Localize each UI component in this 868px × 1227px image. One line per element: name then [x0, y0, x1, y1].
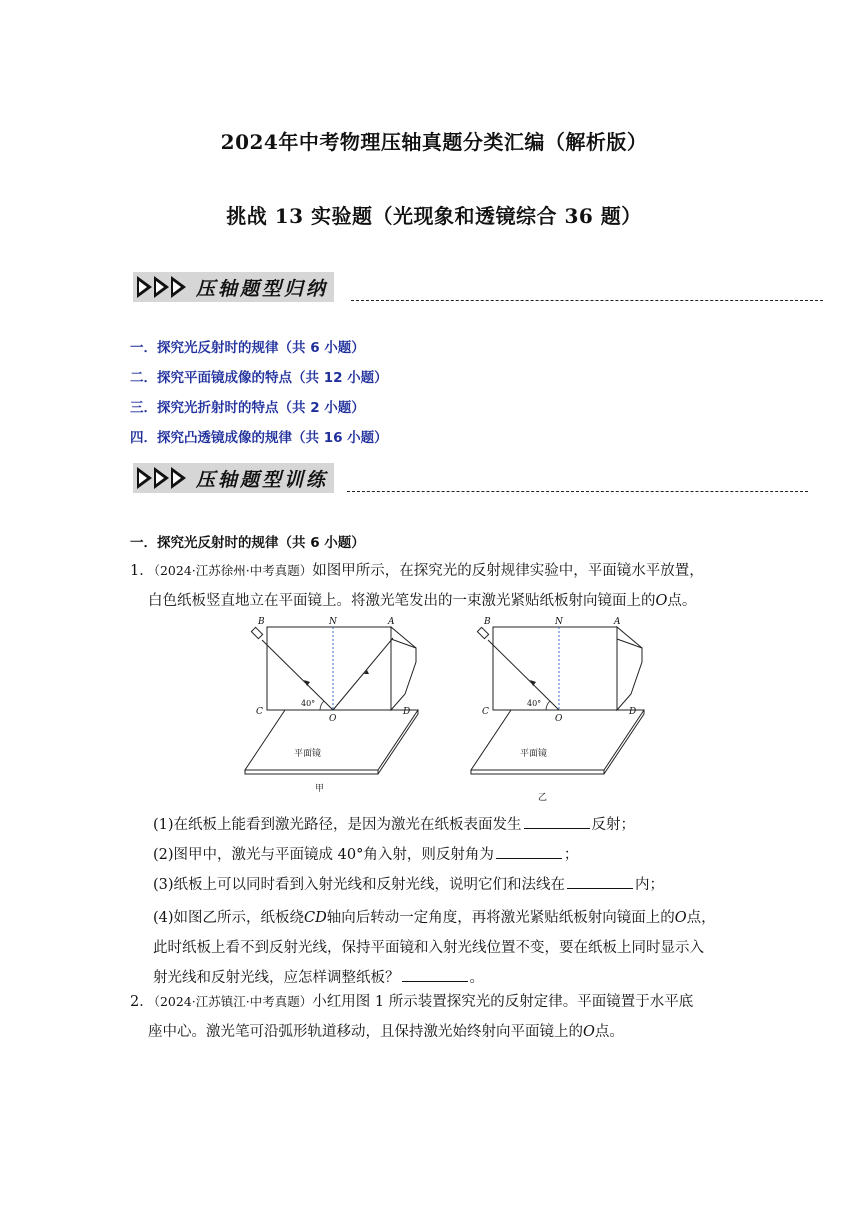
label-n: N: [329, 617, 337, 627]
triple-arrow-icon: [137, 467, 188, 489]
figure-yi: [466, 614, 661, 804]
label-o: O: [329, 714, 337, 724]
paper-board-right: [391, 627, 416, 710]
toc-item-3[interactable]: 三．探究光折射时的特点（共 2 小题）: [130, 400, 365, 416]
incident-ray: [262, 640, 333, 710]
banner-divider: [347, 491, 808, 492]
answer-blank[interactable]: [496, 844, 562, 859]
label-mirror: 平面镜: [294, 749, 322, 759]
answer-blank[interactable]: [524, 814, 590, 829]
label-angle: 40°: [527, 699, 542, 708]
paper-board-right: [617, 627, 642, 710]
question-2-line-1: [130, 987, 830, 1017]
banner-divider: [351, 300, 823, 301]
document-subtitle: 挑战 13 实验题（光现象和透镜综合 36 题）: [226, 204, 642, 228]
question-text: 座中心。激光笔可沿弧形轨道移动，且保持激光始终射向平面镜上的: [148, 1024, 583, 1040]
figure-caption: 甲: [315, 784, 325, 794]
label-angle: 40°: [301, 699, 316, 708]
banner-box: [133, 463, 334, 493]
sub-question-text: 射光线和反射光线，应怎样调整纸板？: [153, 970, 400, 986]
question-1-line-2: [130, 586, 830, 616]
question-2: [130, 987, 830, 1047]
question-number: 1．: [130, 563, 154, 579]
paper-board: [267, 627, 391, 710]
label-mirror: 平面镜: [520, 749, 548, 759]
sub-question-text: ；: [563, 847, 579, 863]
laser-pen-icon: [251, 627, 262, 638]
sub-question-3: [153, 873, 664, 894]
question-text: 点。: [667, 593, 697, 609]
label-o: O: [555, 714, 563, 724]
question-2-line-2: [130, 1017, 830, 1047]
laser-pen-icon: [477, 627, 488, 638]
paper-board: [493, 627, 617, 710]
point-label: O: [674, 910, 687, 926]
point-label: O: [583, 1024, 595, 1040]
sub-question-1: [153, 813, 635, 834]
toc-item-4[interactable]: 四．探究凸透镜成像的规律（共 16 小题）: [130, 430, 388, 446]
label-d: D: [629, 707, 637, 717]
sub-question-2: [153, 843, 578, 864]
toc-item-2[interactable]: 二．探究平面镜成像的特点（共 12 小题）: [130, 370, 388, 386]
sub-question-4: [153, 903, 753, 993]
label-c: C: [482, 707, 489, 717]
figure-caption: 乙: [538, 793, 548, 803]
label-b: B: [258, 617, 265, 627]
question-number: 2．: [130, 994, 154, 1010]
label-a: A: [614, 617, 621, 627]
sub-question-text: (3)纸板上可以同时看到入射光线和反射光线，说明它们和法线在: [153, 877, 566, 893]
sub-question-text: 轴向后转动一定角度，再将激光紧贴纸板射向镜面上的: [326, 910, 675, 926]
sub-question-text: 此时纸板上看不到反射光线，保持平面镜和入射光线位置不变，要在纸板上同时显示入: [153, 940, 704, 956]
section-heading: 一．探究光反射时的规律（共 6 小题）: [130, 535, 365, 551]
banner-title: 压轴题型归纳: [196, 277, 329, 300]
axis-label: CD: [304, 910, 327, 926]
answer-blank[interactable]: [567, 874, 633, 889]
sub-question-text: 内；: [635, 877, 665, 893]
reflected-ray: [333, 638, 393, 710]
sub-question-text: (2)图甲中，激光与平面镜成 40°角入射，则反射角为: [153, 847, 494, 863]
label-d: D: [403, 707, 411, 717]
label-n: N: [555, 617, 563, 627]
question-source: （2024·江苏徐州·中考真题）: [153, 563, 313, 578]
sub-question-text: (4)如图乙所示，纸板绕: [153, 910, 305, 926]
sub-question-text: 反射；: [591, 817, 636, 833]
sub-question-text: 点，: [686, 910, 716, 926]
banner-box: [133, 272, 334, 302]
section-banner-training: [133, 463, 808, 493]
label-c: C: [256, 707, 263, 717]
question-text: 小红用图 1 所示装置探究光的反射定律。平面镜置于水平底: [312, 994, 694, 1010]
question-text: 点。: [594, 1024, 624, 1040]
label-a: A: [388, 617, 395, 627]
triple-arrow-icon: [137, 276, 188, 298]
banner-title: 压轴题型训练: [196, 468, 329, 491]
question-1: [130, 556, 830, 616]
answer-blank[interactable]: [402, 967, 468, 982]
label-b: B: [484, 617, 491, 627]
toc-item-1[interactable]: 一．探究光反射时的规律（共 6 小题）: [130, 340, 365, 356]
point-label: O: [655, 593, 668, 609]
document-title: 2024年中考物理压轴真题分类汇编（解析版）: [220, 130, 648, 154]
sub-question-text: (1)在纸板上能看到激光路径，是因为激光在纸板表面发生: [153, 817, 522, 833]
question-text: 白色纸板竖直地立在平面镜上。将激光笔发出的一束激光紧贴纸板射向镜面上的: [148, 593, 656, 609]
figure-jia: [240, 614, 435, 794]
sub-question-text: 。: [469, 970, 484, 986]
question-source: （2024·江苏镇江·中考真题）: [153, 994, 313, 1009]
question-1-line-1: [130, 556, 830, 586]
section-banner-summary: [133, 272, 823, 302]
question-text: 如图甲所示，在探究光的反射规律实验中，平面镜水平放置，: [312, 563, 704, 579]
